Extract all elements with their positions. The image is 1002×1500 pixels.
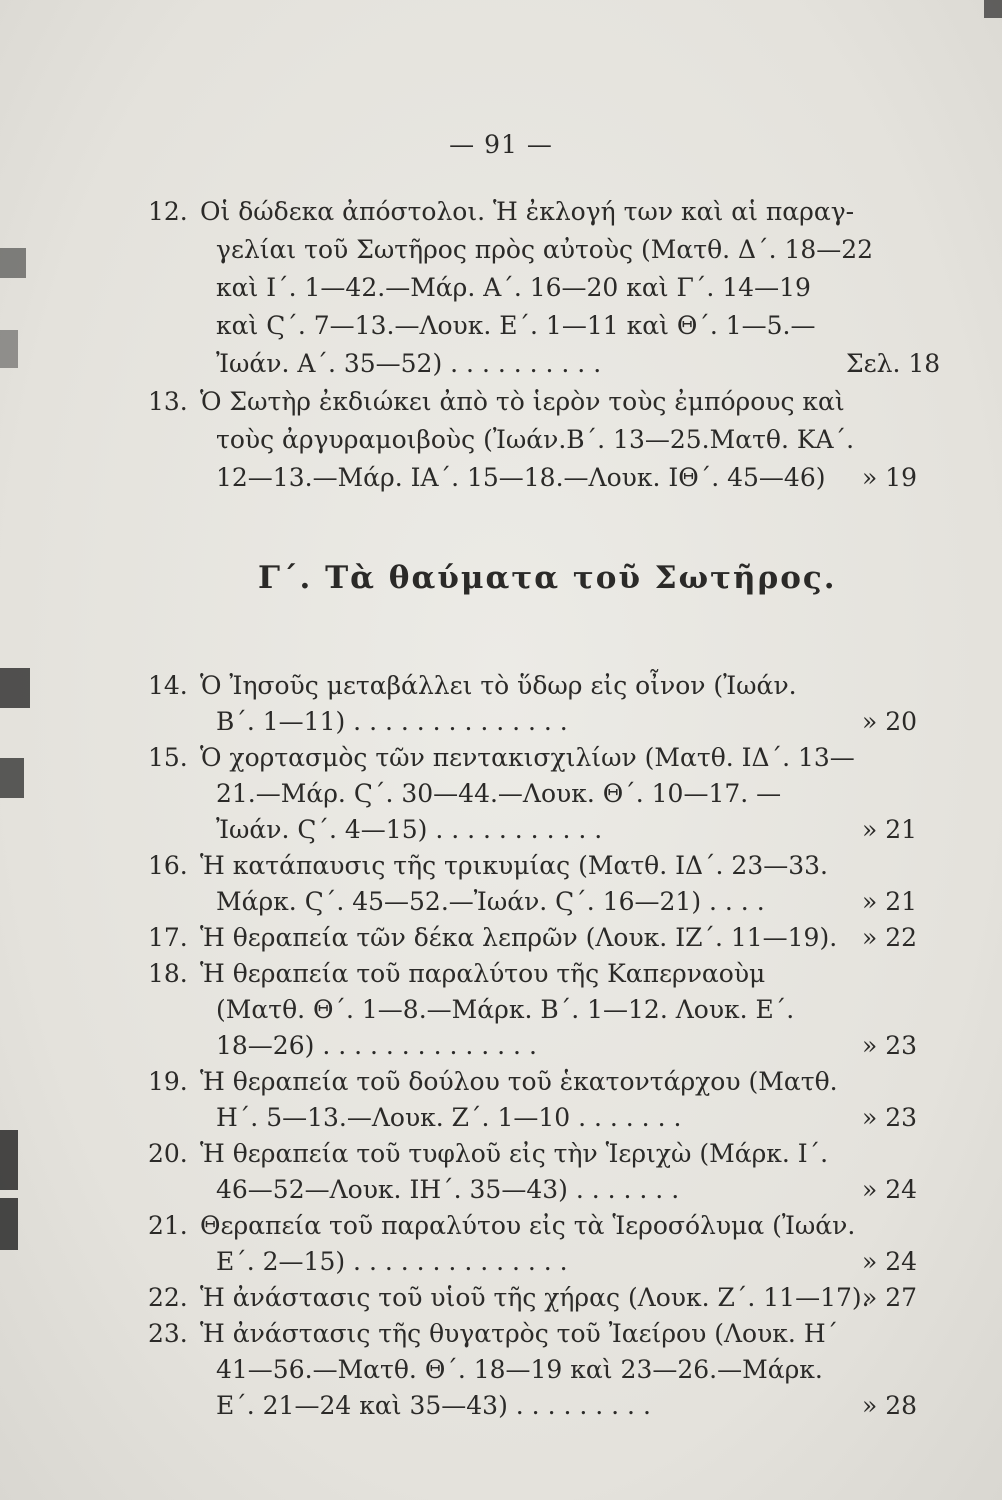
list-item <box>0 666 1002 706</box>
entry-text: 41—56.—Ματθ. Θ΄. 18—19 καὶ 23—26.—Μάρκ. <box>216 1355 823 1384</box>
entry-text: Ἡ ἀνάστασις τῆς θυγατρὸς τοῦ Ἰαείρου (Λουκ. Η΄ <box>200 1319 839 1348</box>
entry-text: 18—26) . . . . . . . . . . . . . . <box>216 1031 537 1060</box>
entry-text: Ε΄. 21—24 καὶ 35—43) . . . . . . . . . <box>216 1391 651 1420</box>
entry-text: Ἡ θεραπεία τοῦ δούλου τοῦ ἑκατοντάρχου (Ματθ. <box>200 1067 838 1096</box>
entry-number: 19. <box>148 1067 188 1096</box>
entry-line <box>0 1098 1002 1138</box>
list-item <box>0 1206 1002 1246</box>
scan-edge-mark <box>984 0 1002 18</box>
page-reference: » 19 <box>862 463 918 492</box>
entry-text: Θεραπεία τοῦ παραλύτου εἰς τὰ Ἱεροσόλυμα (Ἰωάν. <box>200 1211 856 1240</box>
entry-number: 23. <box>148 1319 188 1348</box>
entry-line <box>0 774 1002 814</box>
page-reference: » 28 <box>862 1391 918 1420</box>
entry-text: 21.—Μάρ. Ϛ΄. 30—44.—Λουκ. Θ΄. 10—17. — <box>216 779 782 808</box>
entry-text: Ἡ θεραπεία τοῦ παραλύτου τῆς Καπερναοὺμ <box>200 959 766 988</box>
entry-line <box>0 306 1002 346</box>
entry-line <box>0 810 1002 850</box>
list-item <box>0 846 1002 886</box>
entry-line <box>0 230 1002 270</box>
entry-text: Μάρκ. Ϛ΄. 45—52.—Ἰωάν. Ϛ΄. 16—21) . . . . <box>216 887 765 916</box>
list-item <box>0 918 1002 958</box>
list-item <box>0 382 1002 422</box>
entry-text: Ε΄. 2—15) . . . . . . . . . . . . . . <box>216 1247 568 1276</box>
entry-line <box>0 420 1002 460</box>
page-reference: » 21 <box>862 887 918 916</box>
entry-text: Ἡ ἀνάστασις τοῦ υἱοῦ τῆς χήρας (Λουκ. Ζ΄. 11—17). <box>200 1283 870 1312</box>
entry-number: 15. <box>148 743 188 772</box>
entry-number: 20. <box>148 1139 188 1168</box>
entry-number: 17. <box>148 923 188 952</box>
entry-line <box>0 268 1002 308</box>
entry-number: 21. <box>148 1211 188 1240</box>
entry-line <box>0 882 1002 922</box>
entry-text: Ὁ Σωτὴρ ἐκδιώκει ἀπὸ τὸ ἱερὸν τοὺς ἐμπόρους καὶ <box>200 387 845 416</box>
entry-text: 12—13.—Μάρ. ΙΑ΄. 15—18.—Λουκ. ΙΘ΄. 45—46) <box>216 463 826 492</box>
entry-line <box>0 702 1002 742</box>
entry-text: 46—52—Λουκ. ΙΗ΄. 35—43) . . . . . . . <box>216 1175 680 1204</box>
list-item <box>0 192 1002 232</box>
list-item <box>0 1314 1002 1354</box>
page-reference: » 21 <box>862 815 918 844</box>
entry-line <box>0 458 1002 498</box>
entry-text: καὶ Ι΄. 1—42.—Μάρ. Α΄. 16—20 καὶ Γ΄. 14—19 <box>216 273 811 302</box>
entry-text: Β΄. 1—11) . . . . . . . . . . . . . . <box>216 707 568 736</box>
list-item <box>0 1062 1002 1102</box>
entry-number: 22. <box>148 1283 188 1312</box>
page-number: — 91 — <box>449 130 553 159</box>
entry-number: 13. <box>148 387 188 416</box>
entry-line <box>0 1350 1002 1390</box>
entry-text: (Ματθ. Θ΄. 1—8.—Μάρκ. Β΄. 1—12. Λουκ. Ε΄. <box>216 995 795 1024</box>
entry-text: Ὁ χορτασμὸς τῶν πεντακισχιλίων (Ματθ. ΙΔ΄. 13— <box>200 743 855 772</box>
entry-line <box>0 1026 1002 1066</box>
entry-text: Ἡ θεραπεία τῶν δέκα λεπρῶν (Λουκ. ΙΖ΄. 11—19). <box>200 923 838 952</box>
entry-text: Η΄. 5—13.—Λουκ. Ζ΄. 1—10 . . . . . . . <box>216 1103 682 1132</box>
entry-text: Ὁ Ἰησοῦς μεταβάλλει τὸ ὕδωρ εἰς οἶνον (Ἰωάν. <box>200 671 797 700</box>
entry-text: τοὺς ἀργυραμοιβοὺς (Ἰωάν.Β΄. 13—25.Ματθ. ΚΑ΄. <box>216 425 855 454</box>
entry-text: γελίαι τοῦ Σωτῆρος πρὸς αὐτοὺς (Ματθ. Δ΄. 18—22 <box>216 235 874 264</box>
list-item <box>0 738 1002 778</box>
entry-line <box>0 1170 1002 1210</box>
list-item <box>0 1278 1002 1318</box>
entry-line <box>0 1386 1002 1426</box>
entry-number: 16. <box>148 851 188 880</box>
entry-text: Οἱ δώδεκα ἀπόστολοι. Ἡ ἐκλογή των καὶ αἱ παραγ- <box>200 197 855 226</box>
list-item <box>0 954 1002 994</box>
entry-text: Ἰωάν. Ϛ΄. 4—15) . . . . . . . . . . . <box>216 815 603 844</box>
page-reference: Σελ. 18 <box>846 349 941 378</box>
entry-text: Ἰωάν. Α΄. 35—52) . . . . . . . . . . <box>216 349 602 378</box>
page-reference: » 23 <box>862 1103 918 1132</box>
entry-number: 18. <box>148 959 188 988</box>
entry-number: 14. <box>148 671 188 700</box>
entry-text: Ἡ κατάπαυσις τῆς τρικυμίας (Ματθ. ΙΔ΄. 23—33. <box>200 851 828 880</box>
entry-text: Ἡ θεραπεία τοῦ τυφλοῦ εἰς τὴν Ἱεριχὼ (Μάρκ. Ι΄. <box>200 1139 829 1168</box>
entry-line <box>0 990 1002 1030</box>
entry-line <box>0 344 1002 384</box>
page-reference: » 24 <box>862 1175 918 1204</box>
page-reference: » 24 <box>862 1247 918 1276</box>
section-heading: Γ΄. Τὰ θαύματα τοῦ Σωτῆρος. <box>258 560 837 596</box>
entry-text: καὶ Ϛ΄. 7—13.—Λουκ. Ε΄. 1—11 καὶ Θ΄. 1—5.— <box>216 311 816 340</box>
page-reference: » 27 <box>862 1283 918 1312</box>
page-reference: » 22 <box>862 923 918 952</box>
page-reference: » 23 <box>862 1031 918 1060</box>
entry-number: 12. <box>148 197 188 226</box>
list-item <box>0 1134 1002 1174</box>
page-reference: » 20 <box>862 707 918 736</box>
entry-line <box>0 1242 1002 1282</box>
